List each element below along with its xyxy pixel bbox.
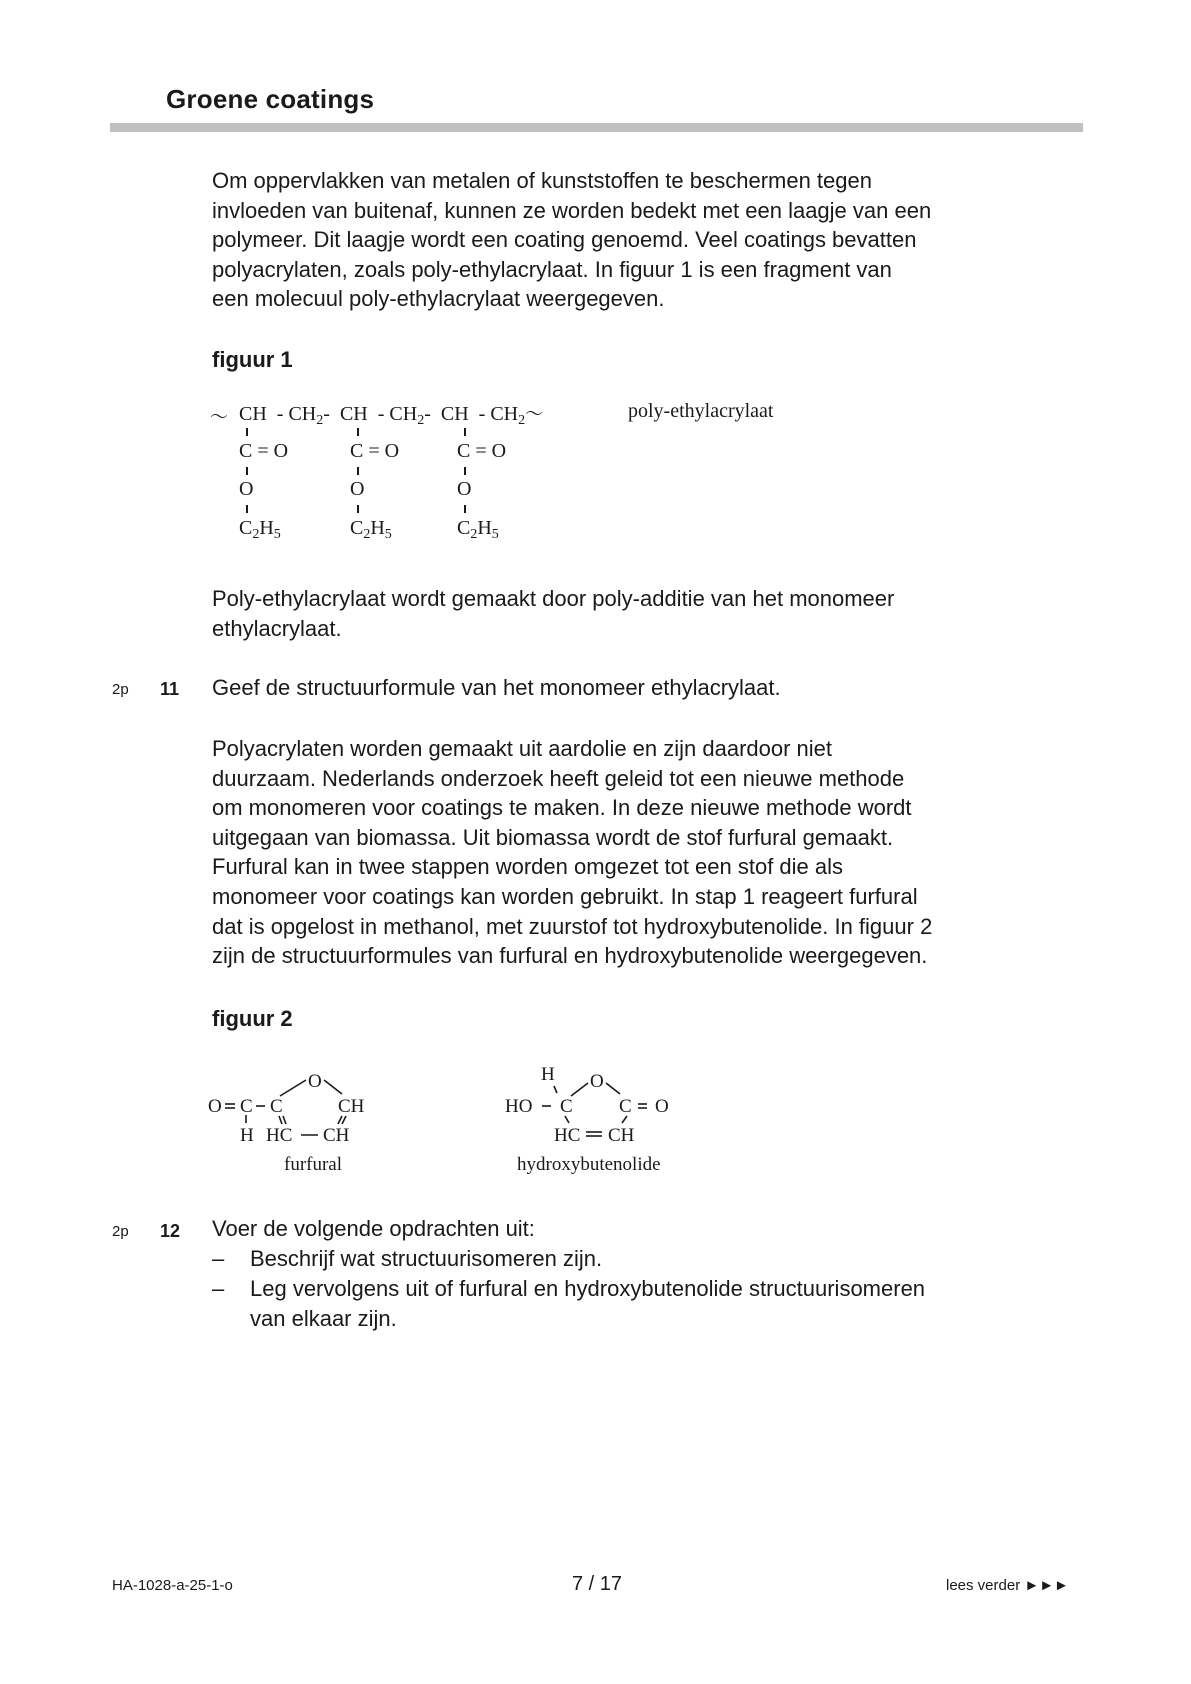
text-line: invloeden van buitenaf, kunnen ze worden bedekt met een laagje van een	[212, 197, 932, 223]
question-number: 11	[160, 679, 180, 699]
question-number: 12	[160, 1221, 181, 1241]
side-chain-ethyl: $C_2H_5$	[457, 517, 499, 542]
bullet-dash: –	[212, 1246, 225, 1271]
svg-text:H: H	[541, 1064, 555, 1085]
wavy-bond-left-icon: 〜	[210, 407, 228, 427]
text-line: ethylacrylaat.	[212, 615, 342, 641]
continue-indicator: lees verder ►►►	[946, 1577, 1069, 1594]
hydroxybutenolide-caption: hydroxybutenolide	[517, 1154, 661, 1175]
question-12-text: Voer de volgende opdrachten uit:	[212, 1216, 535, 1241]
bond-vertical	[357, 428, 359, 436]
text-line: polymeer. Dit laagje wordt een coating genoemd. Veel coatings bevatten	[212, 227, 917, 253]
bullet-text: van elkaar zijn.	[250, 1306, 397, 1331]
bond-vertical	[464, 467, 466, 475]
backbone-ch2: $CH_2$	[288, 403, 324, 428]
svg-text:CH: CH	[608, 1125, 635, 1146]
side-chain-carbonyl: C = O	[239, 440, 289, 462]
bond-vertical	[357, 505, 359, 513]
side-chain-ethyl: $C_2H_5$	[239, 517, 281, 542]
side-chain-carbonyl: C = O	[350, 440, 400, 462]
figure-2-label: figuur 2	[212, 1006, 293, 1031]
text-line: dat is opgelost in methanol, met zuurstof tot hydroxybutenolide. In figuur 2	[212, 913, 933, 939]
svg-text:C: C	[270, 1096, 283, 1117]
hydroxybutenolide-structure	[505, 1060, 705, 1180]
text-line: Poly-ethylacrylaat wordt gemaakt door poly-additie van het monomeer	[212, 586, 895, 611]
svg-text:O: O	[590, 1071, 604, 1092]
svg-text:HC: HC	[554, 1125, 581, 1146]
svg-text:C: C	[560, 1096, 573, 1117]
bullet-text: Leg vervolgens uit of furfural en hydroxybutenolide structuurisomeren	[250, 1276, 926, 1301]
side-chain-oxygen: O	[239, 478, 254, 500]
polymer-backbone: CH - $CH_2-$ CH - $CH_2-$ CH - $CH_2$〜	[239, 403, 544, 428]
bond-vertical	[464, 428, 466, 436]
exam-code: HA-1028-a-25-1-o	[112, 1577, 233, 1594]
text-line: Polyacrylaten worden gemaakt uit aardolie en zijn daardoor niet	[212, 736, 833, 761]
paragraph-3	[212, 734, 1072, 971]
text-line: monomeer voor coatings kan worden gebruikt. In stap 1 reageert furfural	[212, 883, 918, 909]
text-line: Furfural kan in twee stappen worden omgezet tot een stof die als	[212, 854, 844, 880]
svg-text:CH: CH	[323, 1125, 350, 1146]
svg-text:O: O	[208, 1096, 222, 1117]
bullet-dash: –	[212, 1276, 225, 1301]
text-line: duurzaam. Nederlands onderzoek heeft geleid tot een nieuwe methode	[212, 765, 905, 791]
text-line: polyacrylaten, zoals poly-ethylacrylaat. In figuur 1 is een fragment van	[212, 256, 892, 282]
section-title: Groene coatings	[166, 84, 375, 114]
svg-text:HO: HO	[505, 1096, 533, 1117]
backbone-ch: CH	[339, 403, 368, 425]
bond-vertical	[464, 505, 466, 513]
side-chain-ethyl: $C_2H_5$	[350, 517, 392, 542]
side-chain-oxygen: O	[350, 478, 365, 500]
title-divider-bar	[110, 123, 1083, 132]
backbone-ch: CH	[239, 403, 267, 425]
text-line: zijn de structuurformules van furfural en hydroxybutenolide weergegeven.	[212, 943, 928, 969]
text-line: uitgegaan van biomassa. Uit biomassa wordt de stof furfural gemaakt.	[212, 824, 894, 850]
paragraph-2	[212, 584, 1072, 643]
backbone-ch2: $CH_2$	[490, 403, 526, 428]
furfural-structure	[208, 1060, 378, 1180]
svg-text:C: C	[240, 1096, 253, 1117]
bullet-text: Beschrijf wat structuurisomeren zijn.	[250, 1246, 603, 1271]
bond-vertical	[246, 505, 248, 513]
question-points: 2p	[112, 1223, 129, 1240]
question-11-text: Geef de structuurformule van het monomeer ethylacrylaat.	[212, 675, 781, 700]
figure-1-caption: poly-ethylacrylaat	[628, 400, 774, 422]
text-line: Om oppervlakken van metalen of kunststoffen te beschermen tegen	[212, 168, 872, 193]
side-chain-oxygen: O	[457, 478, 472, 500]
figure-1-label: figuur 1	[212, 347, 293, 372]
bond-vertical	[246, 428, 248, 436]
bond-vertical	[246, 467, 248, 475]
svg-text:H: H	[240, 1125, 254, 1146]
backbone-ch2: $CH_2$	[389, 403, 425, 428]
side-chain-carbonyl: C = O	[457, 440, 507, 462]
svg-text:CH: CH	[338, 1096, 365, 1117]
svg-text:O: O	[655, 1096, 669, 1117]
svg-text:HC: HC	[266, 1125, 293, 1146]
figure-1-structure	[210, 400, 810, 550]
svg-text:O: O	[308, 1071, 322, 1092]
text-line: een molecuul poly-ethylacrylaat weergegeven.	[212, 286, 665, 312]
intro-paragraph	[212, 166, 1072, 314]
backbone-ch: CH	[440, 403, 469, 425]
furfural-caption: furfural	[284, 1154, 343, 1175]
text-line: om monomeren voor coatings te maken. In deze nieuwe methode wordt	[212, 795, 912, 821]
page-number: 7 / 17	[572, 1573, 623, 1595]
svg-text:C: C	[619, 1096, 632, 1117]
question-points: 2p	[112, 681, 129, 698]
bond-vertical	[357, 467, 359, 475]
